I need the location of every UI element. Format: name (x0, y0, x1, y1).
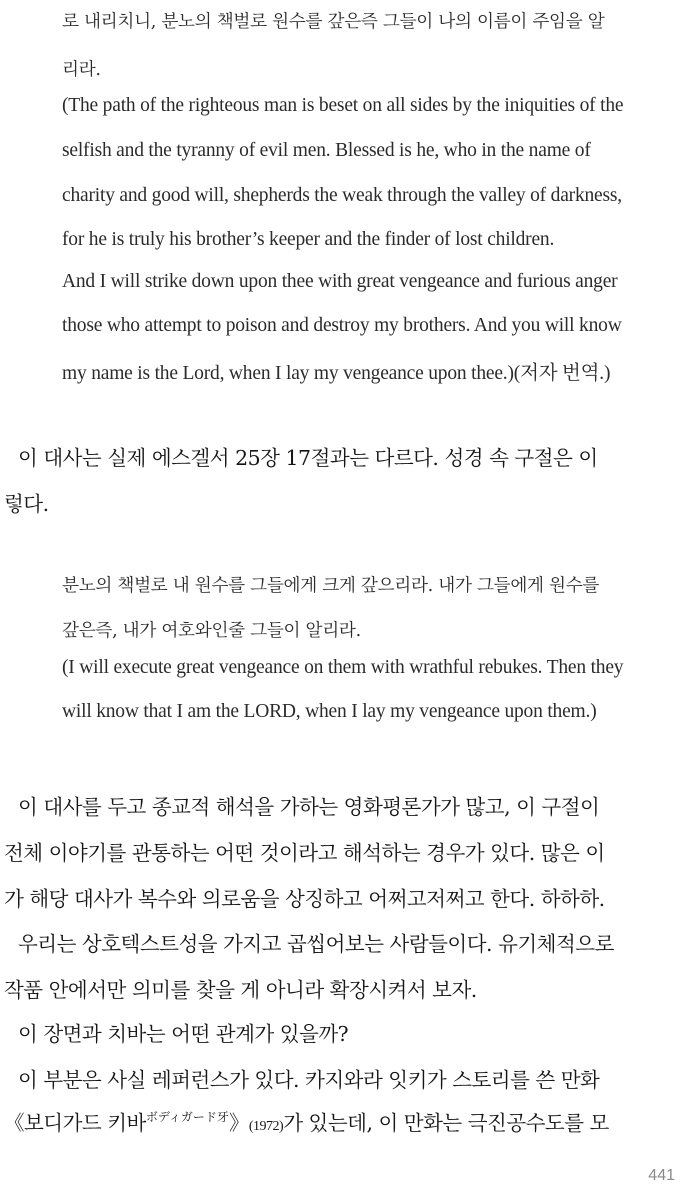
quote1-en-line-4: for he is truly his brother’s keeper and the finder of lost children. (62, 229, 555, 250)
quote1-en-line-2: selfish and the tyranny of evil men. Blessed is he, who in the name of (62, 140, 591, 161)
book-title-japanese: ボディガード牙 (145, 1110, 229, 1124)
quote1-en-line-5: And I will strike down upon thee with great vengeance and furious anger (62, 271, 618, 292)
quote2-en-line-2: will know that I am the LORD, when I lay my vengeance upon them.) (62, 701, 597, 722)
quote2-en-line-1: (I will execute great vengeance on them with wrathful rebukes. Then they (62, 657, 624, 678)
para2-line-3: 가 해당 대사가 복수와 의로움을 상징하고 어쩌고저쩌고 한다. 하하하. (4, 887, 605, 911)
publication-year: (1972) (248, 1119, 284, 1134)
quote1-en-line-7: my name is the Lord, when I lay my vengeance upon thee.)(저자 번역.) (62, 363, 611, 384)
quote1-ko-line-2: 리라. (62, 60, 101, 80)
para2-line-6: 이 장면과 치바는 어떤 관계가 있을까? (18, 1022, 349, 1046)
quote2-ko-line-2: 갚은즉, 내가 여호와인줄 그들이 알리라. (62, 621, 361, 641)
quote1-en-line-3: charity and good will, shepherds the weak through the valley of darkness, (62, 185, 622, 206)
para2-line-7: 이 부분은 사실 레퍼런스가 있다. 카지와라 잇키가 스토리를 쓴 만화 (18, 1068, 600, 1092)
quote1-en-line-1: (The path of the righteous man is beset on all sides by the iniquities of the (62, 95, 624, 116)
para2-line-2: 전체 이야기를 관통하는 어떤 것이라고 해석하는 경우가 있다. 많은 이 (4, 841, 605, 865)
book-title-prefix: 《보디가드 키바 (4, 1111, 146, 1135)
quote1-en-line-6: those who attempt to poison and destroy my brothers. And you will know (62, 315, 622, 336)
para1-line-2: 렇다. (4, 492, 49, 516)
quote2-ko-line-1: 분노의 책벌로 내 원수를 그들에게 크게 갚으리라. 내가 그들에게 원수를 (62, 576, 600, 596)
para2-line-4: 우리는 상호텍스트성을 가지고 곱씹어보는 사람들이다. 유기체적으로 (18, 932, 614, 956)
para2-line-1: 이 대사를 두고 종교적 해석을 가하는 영화평론가가 많고, 이 구절이 (18, 795, 600, 819)
quote1-ko-line-1: 로 내리치니, 분노의 책벌로 원수를 갚은즉 그들이 나의 이름이 주임을 알 (62, 12, 605, 32)
para2-line-8 (4, 1106, 674, 1136)
book-title-suffix: 》 (228, 1111, 249, 1135)
para2-line-8-rest: 가 있는데, 이 만화는 극진공수도를 모 (283, 1111, 609, 1135)
para1-line-1: 이 대사는 실제 에스겔서 25장 17절과는 다르다. 성경 속 구절은 이 (18, 446, 598, 470)
page-number: 441 (648, 1167, 675, 1184)
para2-line-5: 작품 안에서만 의미를 찾을 게 아니라 확장시켜서 보자. (4, 978, 477, 1002)
